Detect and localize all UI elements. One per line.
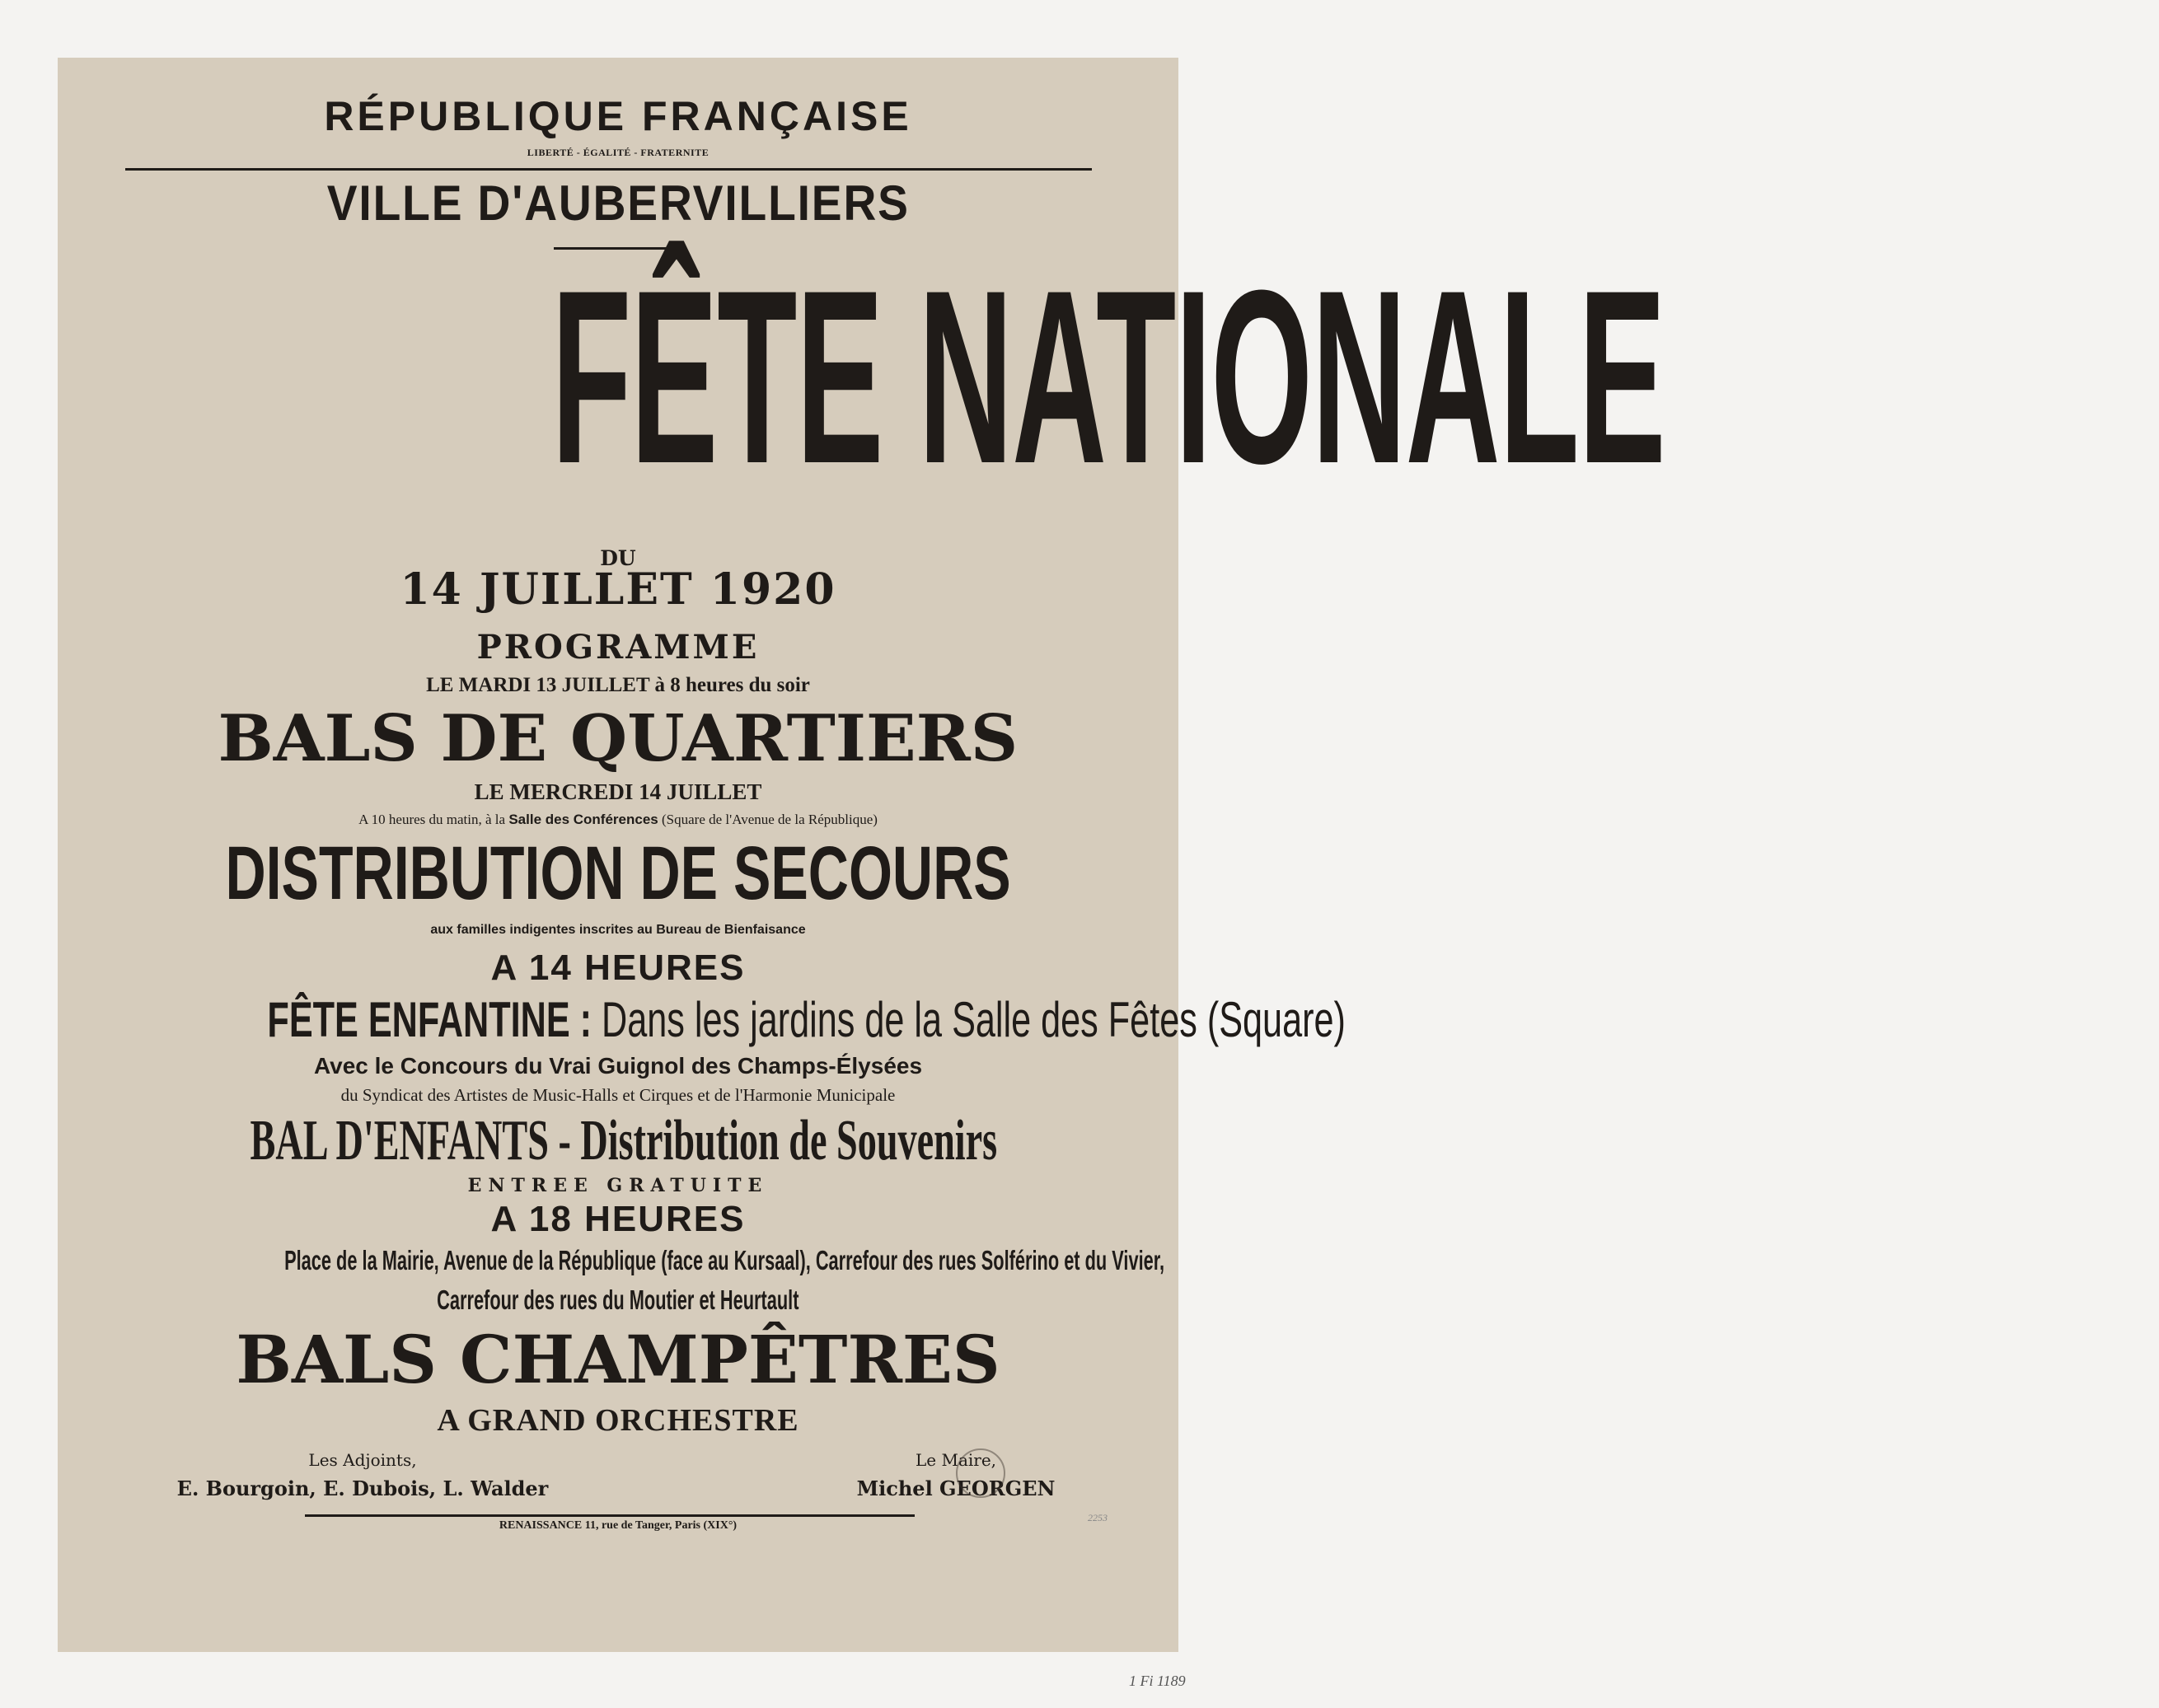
- mercredi-location: A 10 heures du matin, à la Salle des Conférences (Square de l'Avenue de la République): [358, 812, 878, 827]
- evening-places-1: Place de la Mairie, Avenue de la République (face au Kursaal), Carrefour des rues Solférino et du Vivier,: [284, 1245, 1165, 1275]
- syndicat-line: du Syndicat des Artistes de Music-Halls et Cirques et de l'Harmonie Municipale: [340, 1085, 896, 1105]
- maire-name: Michel GEORGEN: [856, 1476, 1056, 1500]
- distribution-secours: DISTRIBUTION DE SECOURS: [225, 831, 1011, 915]
- poster-sheet: [58, 58, 1665, 1652]
- bals-de-quartiers: BALS DE QUARTIERS: [218, 701, 1019, 776]
- mayor-stamp: [956, 1448, 1005, 1498]
- top-rule: [125, 168, 1092, 171]
- date-heading: 14 JUILLET 1920: [400, 564, 836, 615]
- city-heading: VILLE D'AUBERVILLIERS: [326, 175, 910, 231]
- entree-gratuite: ENTREE GRATUITE: [467, 1175, 769, 1196]
- grand-orchestre: A GRAND ORCHESTRE: [437, 1403, 799, 1438]
- bals-champetres: BALS CHAMPÊTRES: [236, 1321, 1000, 1398]
- afternoon-time: A 14 HEURES: [490, 948, 746, 988]
- archive-small-number: 2253: [1088, 1512, 1108, 1523]
- printer-line: RENAISSANCE 11, rue de Tanger, Paris (XIX°): [499, 1519, 738, 1532]
- evening-places-2: Carrefour des rues du Moutier et Heurtault: [437, 1285, 799, 1315]
- adjoints-label: Les Adjoints,: [308, 1450, 417, 1470]
- mardi-schedule: LE MARDI 13 JUILLET à 8 heures du soir: [426, 674, 810, 696]
- main-title: FÊTE NATIONALE: [551, 238, 1665, 515]
- bal-enfants: BAL D'ENFANTS - Distribution de Souvenirs: [250, 1109, 998, 1172]
- evening-time: A 18 HEURES: [490, 1199, 746, 1239]
- republic-heading: RÉPUBLIQUE FRANÇAISE: [324, 93, 912, 139]
- fete-enfantine: FÊTE ENFANTINE : Dans les jardins de la Salle des Fêtes (Square): [267, 992, 1346, 1047]
- bottom-rule: [305, 1514, 915, 1517]
- recipients-line: aux familles indigentes inscrites au Bureau de Bienfaisance: [430, 923, 806, 937]
- programme-heading: PROGRAMME: [476, 628, 760, 667]
- motto: LIBERTÉ - ÉGALITÉ - FRATERNITE: [527, 147, 710, 158]
- adjoints-names: E. Bourgoin, E. Dubois, L. Walder: [176, 1476, 549, 1500]
- archive-shelfmark: 1 Fi 1189: [1129, 1673, 1186, 1689]
- concours-line: Avec le Concours du Vrai Guignol des Champs-Élysées: [313, 1053, 923, 1079]
- maire-label: Le Maire,: [915, 1450, 997, 1470]
- mercredi-schedule: LE MERCREDI 14 JUILLET: [474, 779, 762, 804]
- du-label: DU: [600, 546, 636, 570]
